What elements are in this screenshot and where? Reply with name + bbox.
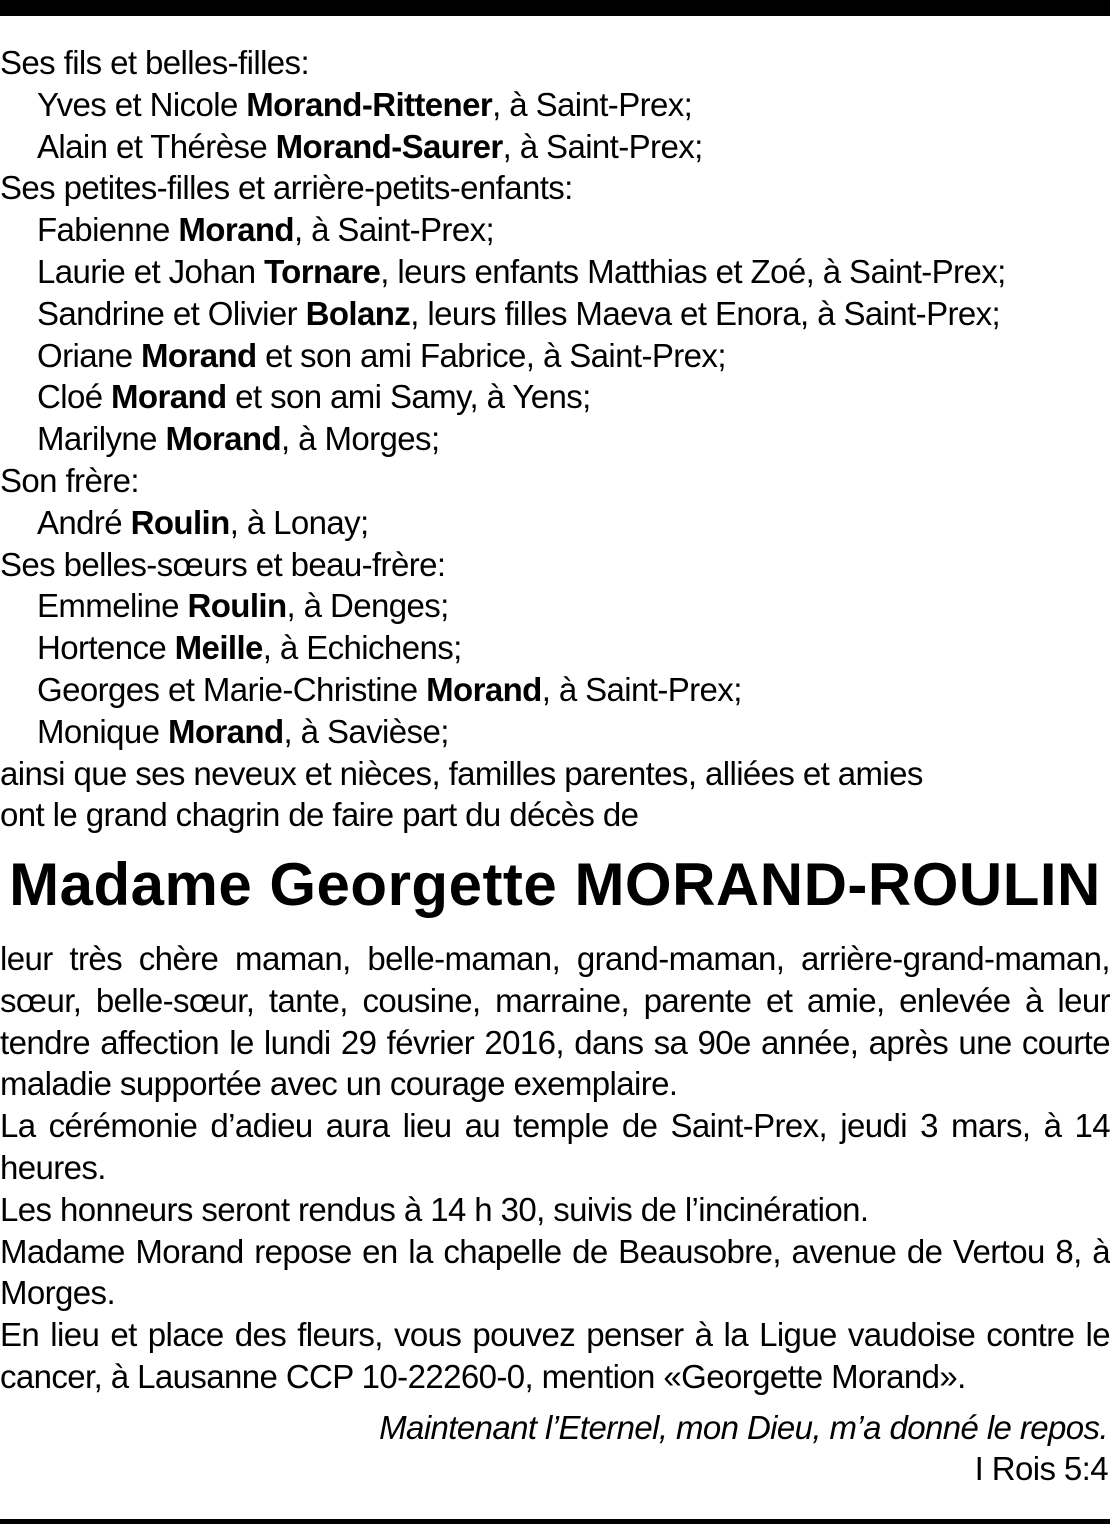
- family-line: ainsi que ses neveux et nièces, familles parentes, alliées et amies: [0, 754, 923, 792]
- family-line: Laurie et Johan Tornare, leurs enfants Matthias et Zoé, à Saint-Prex;: [37, 252, 1006, 290]
- family-line: Georges et Marie-Christine Morand, à Saint-Prex;: [37, 670, 742, 708]
- family-line: Son frère:: [0, 461, 139, 499]
- family-surname: Morand: [178, 211, 294, 249]
- family-line: Emmeline Roulin, à Denges;: [37, 587, 449, 625]
- family-line: Yves et Nicole Morand-Rittener, à Saint-Prex;: [37, 85, 693, 123]
- family-line: Ses petites-filles et arrière-petits-enfants:: [0, 169, 573, 207]
- family-line: Cloé Morand et son ami Samy, à Yens;: [37, 378, 591, 416]
- announcement-body: [0, 938, 1110, 1398]
- family-surname: Roulin: [187, 587, 287, 625]
- deceased-name: Madame Georgette MORAND-ROULIN: [9, 851, 1101, 918]
- top-rule: [0, 0, 1110, 16]
- family-surname: Morand: [167, 712, 284, 750]
- family-surname: Morand: [165, 420, 282, 458]
- family-line: Sandrine et Olivier Bolanz, leurs filles Maeva et Enora, à Saint-Prex;: [37, 294, 1001, 332]
- family-surname: Morand-Rittener: [246, 85, 493, 123]
- family-line: Fabienne Morand, à Saint-Prex;: [37, 211, 495, 249]
- family-line: Oriane Morand et son ami Fabrice, à Saint-Prex;: [37, 336, 726, 374]
- bottom-rule: [0, 1519, 1110, 1524]
- family-line: Hortence Meille, à Echichens;: [37, 629, 462, 667]
- family-line: Ses belles-sœurs et beau-frère:: [0, 545, 446, 583]
- donation-paragraph: En lieu et place des fleurs, vous pouvez penser à la Ligue vaudoise contre le cancer, à Lausanne CCP 10-22260-0, mention «Georgette Morand».: [0, 1316, 1110, 1395]
- family-surname: Morand: [426, 670, 542, 708]
- family-list: [0, 42, 1110, 836]
- family-line: Alain et Thérèse Morand-Saurer, à Saint-Prex;: [37, 127, 703, 165]
- bible-verse: Maintenant l’Eternel, mon Dieu, m’a donné le repos.: [379, 1409, 1108, 1446]
- family-surname: Bolanz: [305, 294, 411, 332]
- family-surname: Morand: [111, 378, 227, 416]
- family-surname: Tornare: [264, 252, 381, 290]
- family-surname: Meille: [174, 629, 263, 667]
- honours-paragraph: Les honneurs seront rendus à 14 h 30, suivis de l’incinération.: [0, 1190, 869, 1228]
- family-line: ont le grand chagrin de faire part du décès de: [0, 796, 639, 834]
- verse-reference: I Rois 5:4: [974, 1450, 1108, 1487]
- family-line: André Roulin, à Lonay;: [37, 503, 369, 541]
- family-line: Ses fils et belles-filles:: [0, 44, 310, 81]
- chapel-paragraph: Madame Morand repose en la chapelle de Beausobre, avenue de Vertou 8, à Morges.: [0, 1232, 1110, 1312]
- announcement-paragraph: leur très chère maman, belle-maman, grand-maman, arrière-grand-maman, sœur, belle-sœur, tante, cousine, marraine, parente et amie, enlevée à leur tendre affection le lundi 29 février 2016, dans sa 90e année, après une courte maladie supportée avec un courage exemplaire.: [0, 940, 1110, 1103]
- family-surname: Morand: [141, 336, 257, 374]
- family-line: Marilyne Morand, à Morges;: [37, 420, 440, 458]
- ceremony-paragraph: La cérémonie d’adieu aura lieu au temple de Saint-Prex, jeudi 3 mars, à 14 heures.: [0, 1107, 1110, 1186]
- family-surname: Morand-Saurer: [275, 127, 503, 165]
- family-surname: Roulin: [130, 503, 230, 541]
- family-line: Monique Morand, à Savièse;: [37, 712, 449, 750]
